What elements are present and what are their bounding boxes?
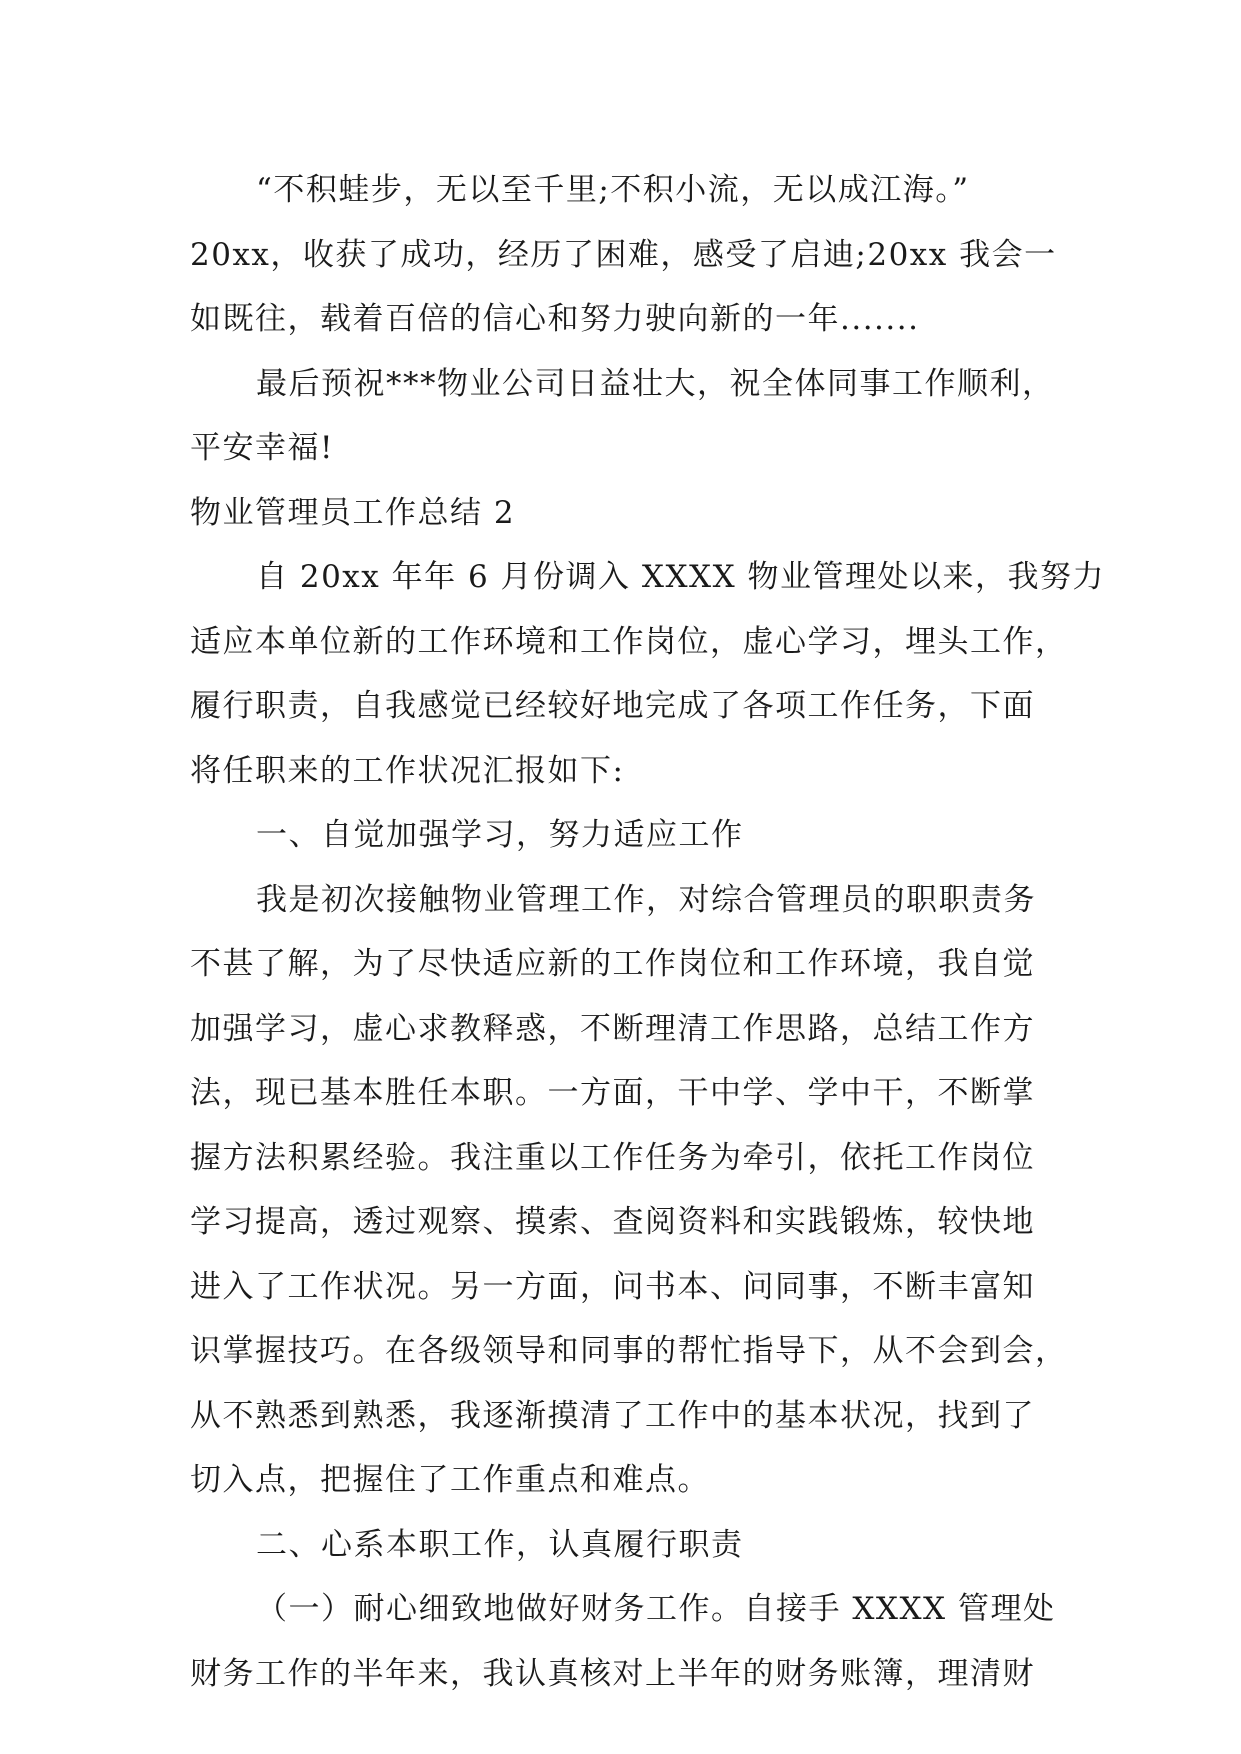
text-line: 不甚了解，为了尽快适应新的工作岗位和工作环境，我自觉 <box>190 946 1035 982</box>
text-line: 财务工作的半年来，我认真核对上半年的财务账簿，理清财 <box>190 1655 1035 1692</box>
document-body <box>190 158 1106 1706</box>
text-line: 最后预祝***物业公司日益壮大，祝全体同事工作顺利， <box>256 365 1055 402</box>
text-line: 将任职来的工作状况汇报如下: <box>190 752 625 789</box>
text-line: 切入点，把握住了工作重点和难点。 <box>190 1462 710 1498</box>
text-line: 从不熟悉到熟悉，我逐渐摸清了工作中的基本状况，找到了 <box>190 1397 1035 1434</box>
subheading: 一、自觉加强学习，努力适应工作 <box>256 817 744 853</box>
section-heading: 物业管理员工作总结 2 <box>190 494 516 531</box>
text-line: 平安幸福! <box>190 430 334 466</box>
text-line: 识掌握技巧。在各级领导和同事的帮忙指导下，从不会到会， <box>190 1333 1068 1369</box>
text-line: 握方法积累经验。我注重以工作任务为牵引，依托工作岗位 <box>190 1139 1035 1176</box>
text-line: 学习提高，透过观察、摸索、查阅资料和实践锻炼，较快地 <box>190 1204 1035 1240</box>
text-line: （一）耐心细致地做好财务工作。自接手 XXXX 管理处 <box>256 1591 1056 1627</box>
text-line: “不积蛙步，无以至千里;不积小流，无以成江海。” <box>256 172 970 208</box>
text-line: 适应本单位新的工作环境和工作岗位，虚心学习，埋头工作， <box>190 623 1068 660</box>
text-line: 20xx，收获了成功，经历了困难，感受了启迪;20xx 我会一 <box>190 236 1057 273</box>
text-line: 我是初次接触物业管理工作，对综合管理员的职职责务 <box>256 881 1036 918</box>
text-line: 法，现已基本胜任本职。一方面，干中学、学中干，不断掌 <box>190 1075 1035 1111</box>
text-line: 履行职责，自我感觉已经较好地完成了各项工作任务，下面 <box>190 688 1035 724</box>
text-line: 加强学习，虚心求教释惑，不断理清工作思路，总结工作方 <box>190 1010 1035 1047</box>
text-line: 自 20xx 年年 6 月份调入 XXXX 物业管理处以来，我努力 <box>256 559 1106 595</box>
text-line: 进入了工作状况。另一方面，问书本、问同事，不断丰富知 <box>190 1268 1035 1305</box>
text-line: 如既往，载着百倍的信心和努力驶向新的一年....... <box>190 301 920 337</box>
subheading: 二、心系本职工作，认真履行职责 <box>256 1526 744 1563</box>
